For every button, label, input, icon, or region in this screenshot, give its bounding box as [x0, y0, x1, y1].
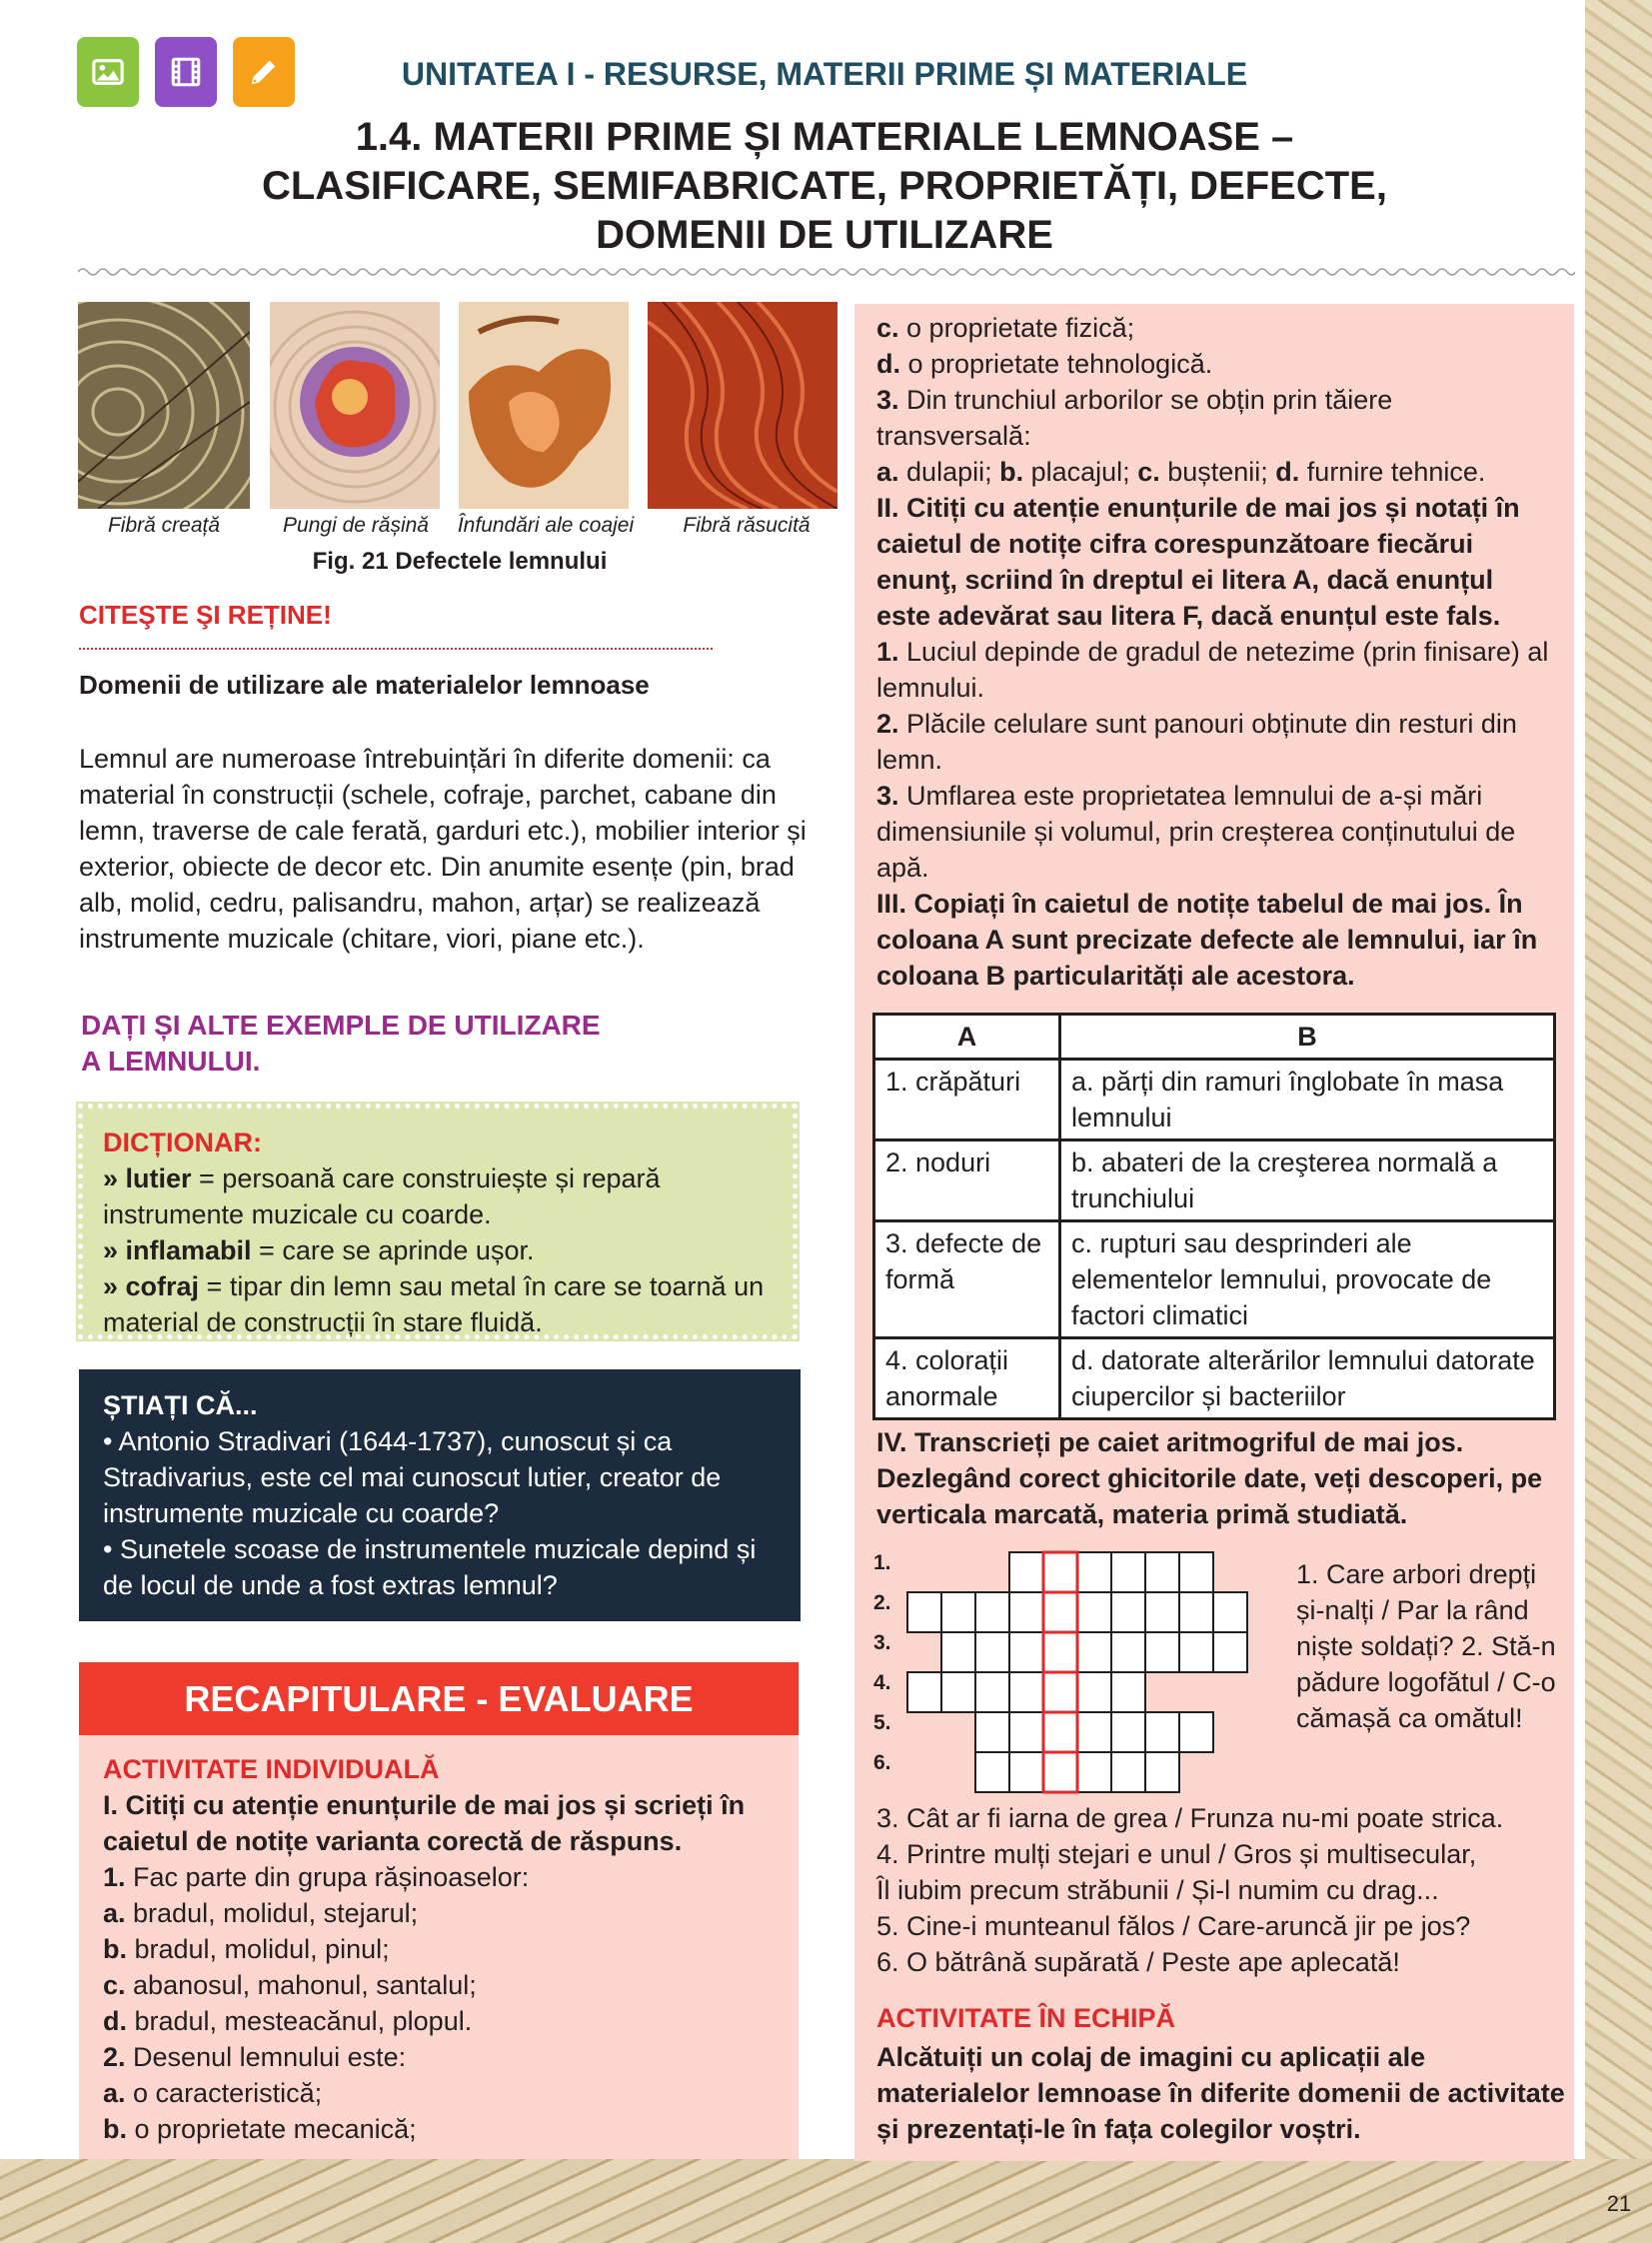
dictionary-box [78, 1104, 798, 1339]
answer-option [103, 2111, 775, 2147]
question-text: Desenul lemnului este: [125, 2042, 407, 2072]
team-activity-text: Alcătuiți un colaj de imagini cu aplicații ale materialelor lemnoase în diferite domenii de activitate și prezentați-le în fața colegilor voștri. [876, 2042, 1565, 2144]
team-activity-label: ACTIVITATE ÎN ECHIPĂ [876, 2003, 1176, 2033]
cracked-earth-border-bottom [0, 2159, 1652, 2243]
defects-table [872, 1013, 1556, 1420]
statement-number: 3. [876, 781, 899, 811]
did-you-know-item: • Antonio Stradivari (1644-1737), cunoscut și ca Stradivarius, este cel mai cunoscut lutier, creator de instrumente muzicale cu coarde? [103, 1426, 722, 1528]
option-letter: a. [103, 1898, 126, 1928]
uses-subheading: Domenii de utilizare ale materialelor lemnoase [79, 670, 650, 700]
photo-twisted-grain [648, 302, 837, 509]
prompt-line: A LEMNULUI. [81, 1046, 261, 1077]
uses-paragraph: Lemnul are numeroase întrebuințări în diferite domenii: ca material în construcții (schele, cofraje, parchet, cabane din lemn, traverse de cale ferată, garduri etc.), mobilier interior și exterior, obiecte de decor etc. Din anumite esențe (pin, brad alb, molid, cedru, palisandru, mahon, arțar) se realizează instrumente muzicale (chitare, viori, piane etc.). [79, 744, 807, 954]
dictionary-term: » cofraj [103, 1271, 200, 1301]
crossword-row-numbers [873, 1551, 891, 1791]
option-letter: b. [999, 457, 1024, 487]
dictionary-definition: = care se aprinde ușor. [251, 1235, 535, 1265]
answer-option [876, 346, 1552, 382]
dotted-divider [79, 648, 713, 650]
option-text: bradul, molidul, stejarul; [125, 1898, 419, 1928]
read-and-remember-heading: CITEŞTE ŞI REȚINE! [79, 600, 332, 630]
crossword-clues-bottom [876, 1800, 1566, 1980]
option-letter: a. [103, 2078, 126, 2108]
question [876, 382, 1552, 454]
option-letter: c. [1137, 457, 1160, 487]
answer-option [103, 1895, 775, 1931]
dictionary-entry [103, 1268, 773, 1340]
option-letter: b. [103, 1934, 127, 1964]
dictionary-term: » lutier [103, 1163, 192, 1193]
lesson-title-line: DOMENII DE UTILIZARE [596, 213, 1053, 257]
question [103, 2039, 775, 2075]
more-examples-prompt [81, 1008, 681, 1080]
photo-caption: Înfundări ale coajei [457, 514, 635, 537]
answer-option [103, 1931, 775, 1967]
table-header-row [874, 1015, 1555, 1060]
answer-option [103, 2003, 775, 2039]
answer-options-inline [876, 454, 1552, 490]
crossword-clues-top: 1. Care arbori drepți și-nalți / Par la rând niște soldați? 2. Stă-n pădure logofătul / C-o cămașă ca omătul! [1296, 1559, 1556, 1733]
statement-text: Umflarea este proprietatea lemnului de a-și mări dimensiunile și volumul, prin creșterea conținutului de apă. [876, 781, 1516, 883]
figure-caption: Fig. 21 Defectele lemnului [312, 548, 608, 575]
exercise-2-title: II. Citiți cu atenție enunțurile de mai jos și notați în caietul de notițe cifra corespunzătoare fiecărui enunţ, scriind în dreptul ei litera A, dacă enunțul este adevărat sau litera F, dacă enunțul este fals. [876, 493, 1520, 631]
option-letter: b. [103, 2114, 127, 2144]
clue-line: 5. Cine-i munteanul fălos / Care-aruncă jir pe jos? [876, 1911, 1471, 1941]
photo-bark-inclusions [459, 302, 629, 509]
table-cell: c. rupturi sau desprinderi ale elementelor lemnului, provocate de factori climatici [1060, 1221, 1555, 1338]
question-text: Din trunchiul arborilor se obțin prin tăiere transversală: [876, 385, 1393, 451]
photo-wavy-grain [78, 302, 250, 509]
clue-line: Îl iubim precum străbunii / Și-l numim cu drag... [876, 1875, 1439, 1905]
option-text: buștenii; [1159, 457, 1276, 487]
answer-option [103, 2075, 775, 2111]
clue-line: 6. O bătrână supărată / Peste ape aplecată! [876, 1947, 1400, 1977]
film-icon[interactable] [155, 37, 217, 107]
crossword-row-number: 5. [873, 1711, 891, 1734]
table-cell: a. părți din ramuri înglobate în masa lemnului [1060, 1060, 1555, 1140]
dictionary-entry [103, 1160, 773, 1232]
option-letter: c. [876, 313, 899, 343]
photo-caption: Fibră răsucită [683, 514, 811, 537]
table-cell: 1. crăpături [874, 1060, 1060, 1140]
dictionary-definition: = persoană care construiește și repară instrumente muzicale cu coarde. [103, 1163, 661, 1229]
crossword-row-number: 4. [873, 1671, 891, 1694]
recap-banner: RECAPITULARE - EVALUARE [79, 1662, 799, 1735]
table-row [874, 1060, 1555, 1140]
question-number: 1. [103, 1862, 126, 1892]
statement [876, 634, 1552, 706]
option-text: o caracteristică; [125, 2078, 323, 2108]
statement-text: Plăcile celulare sunt panouri obținute din resturi din lemn. [876, 709, 1517, 775]
statement [876, 706, 1552, 778]
photo-resin-pockets [270, 302, 440, 509]
dictionary-entry [103, 1232, 773, 1268]
table-row [874, 1221, 1555, 1338]
statement [876, 778, 1552, 886]
question-text: Fac parte din grupa rășinoaselor: [125, 1862, 530, 1892]
option-letter: d. [103, 2006, 127, 2036]
option-text: bradul, mesteacănul, plopul. [127, 2006, 473, 2036]
dictionary-term: » inflamabil [103, 1235, 252, 1265]
statement-text: Luciul depinde de gradul de netezime (prin finisare) al lemnului. [876, 637, 1549, 703]
did-you-know-box [79, 1369, 801, 1621]
photo-caption: Fibră creață [107, 514, 221, 537]
dictionary-definition: = tipar din lemn sau metal în care se toarnă un material de construcții în stare fluidă. [103, 1271, 765, 1337]
option-text: dulapii; [898, 457, 1000, 487]
option-text: o proprietate fizică; [898, 313, 1135, 343]
question [103, 1859, 775, 1895]
option-text: abanosul, mahonul, santalul; [125, 1970, 477, 2000]
option-text: o proprietate tehnologică. [900, 349, 1213, 379]
resource-icons [77, 37, 295, 107]
exercise-3-title: III. Copiați în caietul de notițe tabelul de mai jos. În coloana A sunt precizate defecte ale lemnului, iar în coloana B particularități ale acestora. [876, 889, 1538, 991]
lesson-title-line: CLASIFICARE, SEMIFABRICATE, PROPRIETĂȚI, DEFECTE, [262, 164, 1387, 208]
answer-option [876, 310, 1552, 346]
option-letter: d. [876, 349, 900, 379]
table-cell: 2. noduri [874, 1140, 1060, 1221]
exercise-4-title: IV. Transcrieți pe caiet aritmogriful de mai jos. Dezlegând corect ghicitorile date, veți descoperi, pe verticala marcată, materia primă studiată. [876, 1427, 1543, 1529]
crossword-row-number: 3. [873, 1631, 891, 1654]
prompt-line: DAȚI ȘI ALTE EXEMPLE DE UTILIZARE [81, 1010, 601, 1041]
option-letter: d. [1275, 457, 1300, 487]
option-letter: c. [103, 1970, 126, 2000]
table-cell: 4. colorații anormale [874, 1338, 1060, 1419]
table-row [874, 1338, 1555, 1419]
question-number: 2. [103, 2042, 126, 2072]
unit-title: UNITATEA I - RESURSE, MATERII PRIME ȘI MATERIALE [401, 56, 1248, 92]
wave-divider [78, 266, 1575, 278]
page-number: 21 [1606, 2191, 1632, 2216]
dictionary-title: DICȚIONAR: [103, 1127, 262, 1157]
photo-caption: Pungi de rășină [283, 514, 429, 537]
did-you-know-title: ȘTIAȚI CĂ... [103, 1390, 258, 1420]
lesson-title-line: 1.4. MATERII PRIME ȘI MATERIALE LEMNOASE – [355, 115, 1294, 159]
crossword-row-number: 2. [873, 1591, 891, 1614]
table-cell: b. abateri de la creşterea normală a trunchiului [1060, 1140, 1555, 1221]
cracked-earth-border-right [1585, 0, 1652, 2243]
pencil-icon[interactable] [233, 37, 295, 107]
exercise-1-title: I. Citiți cu atenție enunțurile de mai jos și scrieți în caietul de notițe varianta corectă de răspuns. [103, 1790, 746, 1856]
answer-option [103, 1967, 775, 2003]
table-cell: d. datorate alterărilor lemnului datorate ciupercilor și bacteriilor [1060, 1338, 1555, 1419]
image-icon[interactable] [77, 37, 139, 107]
option-text: o proprietate mecanică; [127, 2114, 417, 2144]
individual-activity-label: ACTIVITATE INDIVIDUALĂ [103, 1754, 440, 1784]
statement-number: 1. [876, 637, 899, 667]
clue-line: 3. Cât ar fi iarna de grea / Frunza nu-mi poate strica. [876, 1803, 1504, 1833]
table-row [874, 1140, 1555, 1221]
option-letter: a. [876, 457, 899, 487]
question-number: 3. [876, 385, 899, 415]
clue-line: 4. Printre mulți stejari e unul / Gros și multisecular, [876, 1839, 1477, 1869]
did-you-know-item: • Sunetele scoase de instrumentele muzicale depind și de locul de unde a fost extras lemnul? [103, 1534, 757, 1600]
option-text: placajul; [1023, 457, 1138, 487]
statement-number: 2. [876, 709, 899, 739]
option-text: bradul, molidul, pinul; [127, 1934, 390, 1964]
table-cell: 3. defecte de formă [874, 1221, 1060, 1338]
table-header: A [874, 1015, 1060, 1060]
individual-activity-box [79, 1735, 799, 2159]
crossword-row-number: 6. [873, 1751, 891, 1774]
table-header: B [1060, 1015, 1555, 1060]
crossword-row-number: 1. [873, 1551, 891, 1574]
lesson-title [150, 113, 1499, 260]
option-text: furnire tehnice. [1299, 457, 1486, 487]
